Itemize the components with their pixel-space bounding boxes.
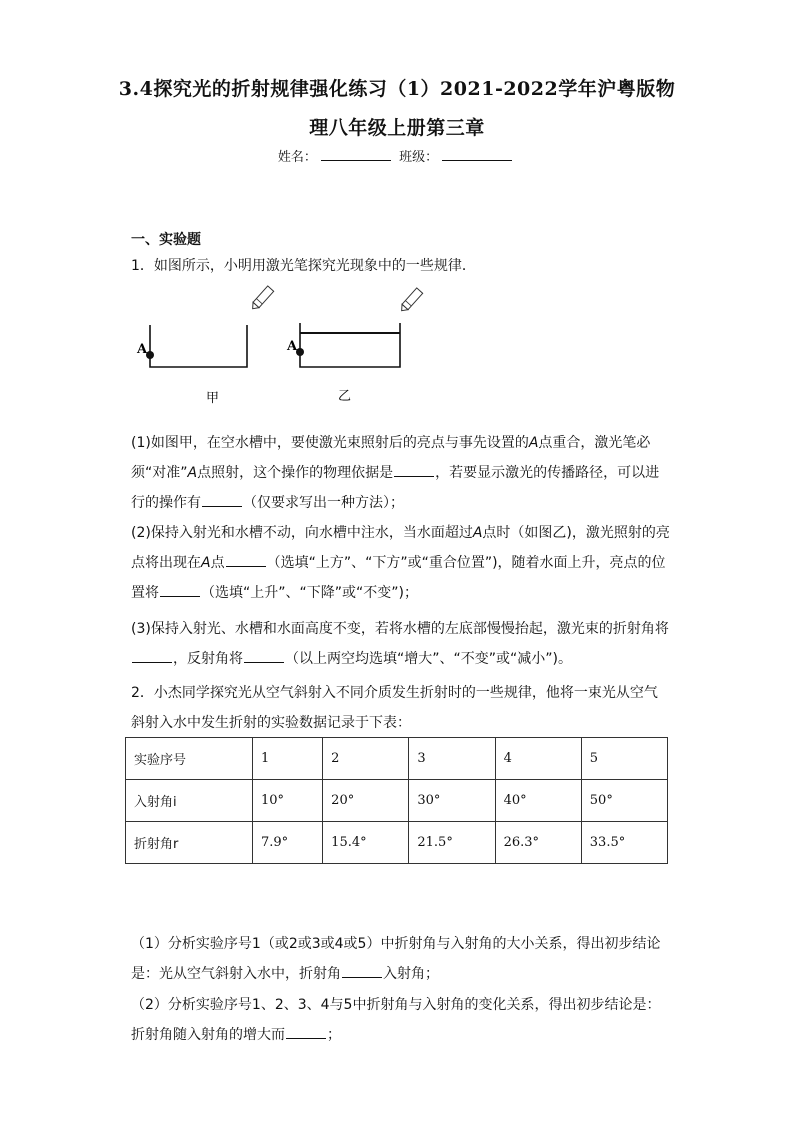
q2-part-1 [131, 929, 671, 989]
answer-blank[interactable] [286, 1026, 326, 1039]
q1-p1-text-e: 点照射，这个操作的物理依据是 [197, 465, 394, 481]
point-a-label-2: A [287, 339, 298, 354]
q1-part-3 [131, 614, 671, 674]
q1-p2-text-f: （选填“上方”、“下方”或“重合位置”)，随着水面上升，亮点的位置将 [131, 555, 666, 601]
q1-part-2 [131, 518, 671, 608]
table-cell: 折射角r [126, 822, 253, 864]
q1-p1-a-symbol: A [528, 435, 539, 451]
q1-p2-text-a: (2)保持入射光和水槽不动，向水槽中注水，当水面超过 [131, 525, 473, 541]
q1-p1-text-c: 点重合，激光笔必须“对准” [131, 435, 651, 481]
doc-title-line-1: 3.4探究光的折射规律强化练习（1）2021-2022学年沪粤版物 [118, 78, 676, 100]
table-cell: 30° [409, 780, 495, 822]
class-blank[interactable] [442, 148, 512, 161]
answer-blank[interactable] [226, 554, 266, 567]
point-a-dot-2 [296, 348, 304, 356]
table-cell: 40° [495, 780, 581, 822]
table-row [126, 822, 668, 864]
table-cell: 1 [253, 738, 323, 780]
q2-part-2 [131, 990, 671, 1050]
doc-title-line-2: 理八年级上册第三章 [309, 117, 485, 139]
answer-blank[interactable] [244, 650, 284, 663]
class-label: 班级： [399, 150, 439, 165]
table-cell: 4 [495, 738, 581, 780]
name-label: 姓名： [277, 150, 317, 165]
answer-blank[interactable] [132, 650, 172, 663]
table-cell: 7.9° [253, 822, 323, 864]
table-cell: 10° [253, 780, 323, 822]
q1-p2-text-c: 点时（如图乙)，激光照射的亮点将出现在 [131, 525, 670, 571]
student-info [0, 146, 794, 165]
table-cell: 20° [323, 780, 409, 822]
table-row [126, 780, 668, 822]
table-cell: 实验序号 [126, 738, 253, 780]
table-cell: 3 [409, 738, 495, 780]
section-heading: 一、实验题 [131, 232, 201, 248]
question-1-stem: 1．如图所示，小明用激光笔探究光现象中的一些规律． [131, 258, 476, 274]
answer-blank[interactable] [160, 584, 200, 597]
tank-yi [286, 288, 423, 404]
answer-blank[interactable] [342, 965, 382, 978]
answer-blank[interactable] [394, 464, 434, 477]
q2-c2-text-b: ； [327, 1027, 341, 1043]
q1-p1-text-g: （仅要求写出一种方法）； [243, 495, 404, 511]
point-a-label: A [137, 342, 148, 357]
table-row [126, 738, 668, 780]
q1-p1-text-f: ，若要显示激光的传播路径，可以进行的操作有 [131, 465, 660, 511]
caption-yi: 乙 [338, 389, 352, 404]
q1-p3-text-a: (3)保持入射光、水槽和水面高度不变，若将水槽的左底部慢慢抬起，激光束的折射角将 [131, 621, 669, 637]
point-a-dot [146, 351, 154, 359]
data-table [125, 737, 668, 864]
table-cell: 50° [581, 780, 667, 822]
q2-c2-text-a: （2）分析实验序号1、2、3、4与5中折射角与入射角的变化关系，得出初步结论是：折射角随入射角的增大而 [131, 997, 661, 1043]
q1-p1-a-symbol-2: A [187, 465, 198, 481]
q1-p1-text-a: (1)如图甲，在空水槽中，要使激光束照射后的亮点与事先设置的 [131, 435, 529, 451]
question-2-stem: 2．小杰同学探究光从空气斜射入不同介质发生折射时的一些规律，他将一束光从空气斜射入水中发生折射的实验数据记录于下表： [131, 685, 658, 731]
q1-p2-a-symbol-2: A [201, 555, 211, 571]
answer-blank[interactable] [202, 494, 242, 507]
q1-p2-a-symbol: A [472, 525, 483, 541]
table-cell: 21.5° [409, 822, 495, 864]
caption-jia: 甲 [206, 391, 220, 406]
q2-c1-text-b: 入射角； [383, 966, 439, 982]
q1-p2-text-g: （选填“上升”、“下降”或“不变”)； [201, 585, 418, 601]
table-cell: 33.5° [581, 822, 667, 864]
q1-p3-text-c: （以上两空均选填“增大”、“不变”或“减小”)。 [285, 651, 572, 667]
q1-p2-text-e: 点 [210, 555, 225, 571]
table-cell: 入射角i [126, 780, 253, 822]
q1-part-1 [131, 428, 671, 518]
table-cell: 5 [581, 738, 667, 780]
laser-pen-icon [250, 286, 274, 311]
tank-jia [136, 286, 274, 406]
name-blank[interactable] [321, 148, 391, 161]
laser-pen-icon-2 [399, 288, 423, 313]
tank-figure [130, 285, 430, 410]
q2-c1-text-a: （1）分析实验序号1（或2或3或4或5）中折射角与入射角的大小关系，得出初步结论是：光从空气斜射入水中，折射角 [131, 936, 661, 982]
q1-p3-text-b: ，反射角将 [173, 651, 243, 667]
table-cell: 2 [323, 738, 409, 780]
table-cell: 26.3° [495, 822, 581, 864]
table-cell: 15.4° [323, 822, 409, 864]
